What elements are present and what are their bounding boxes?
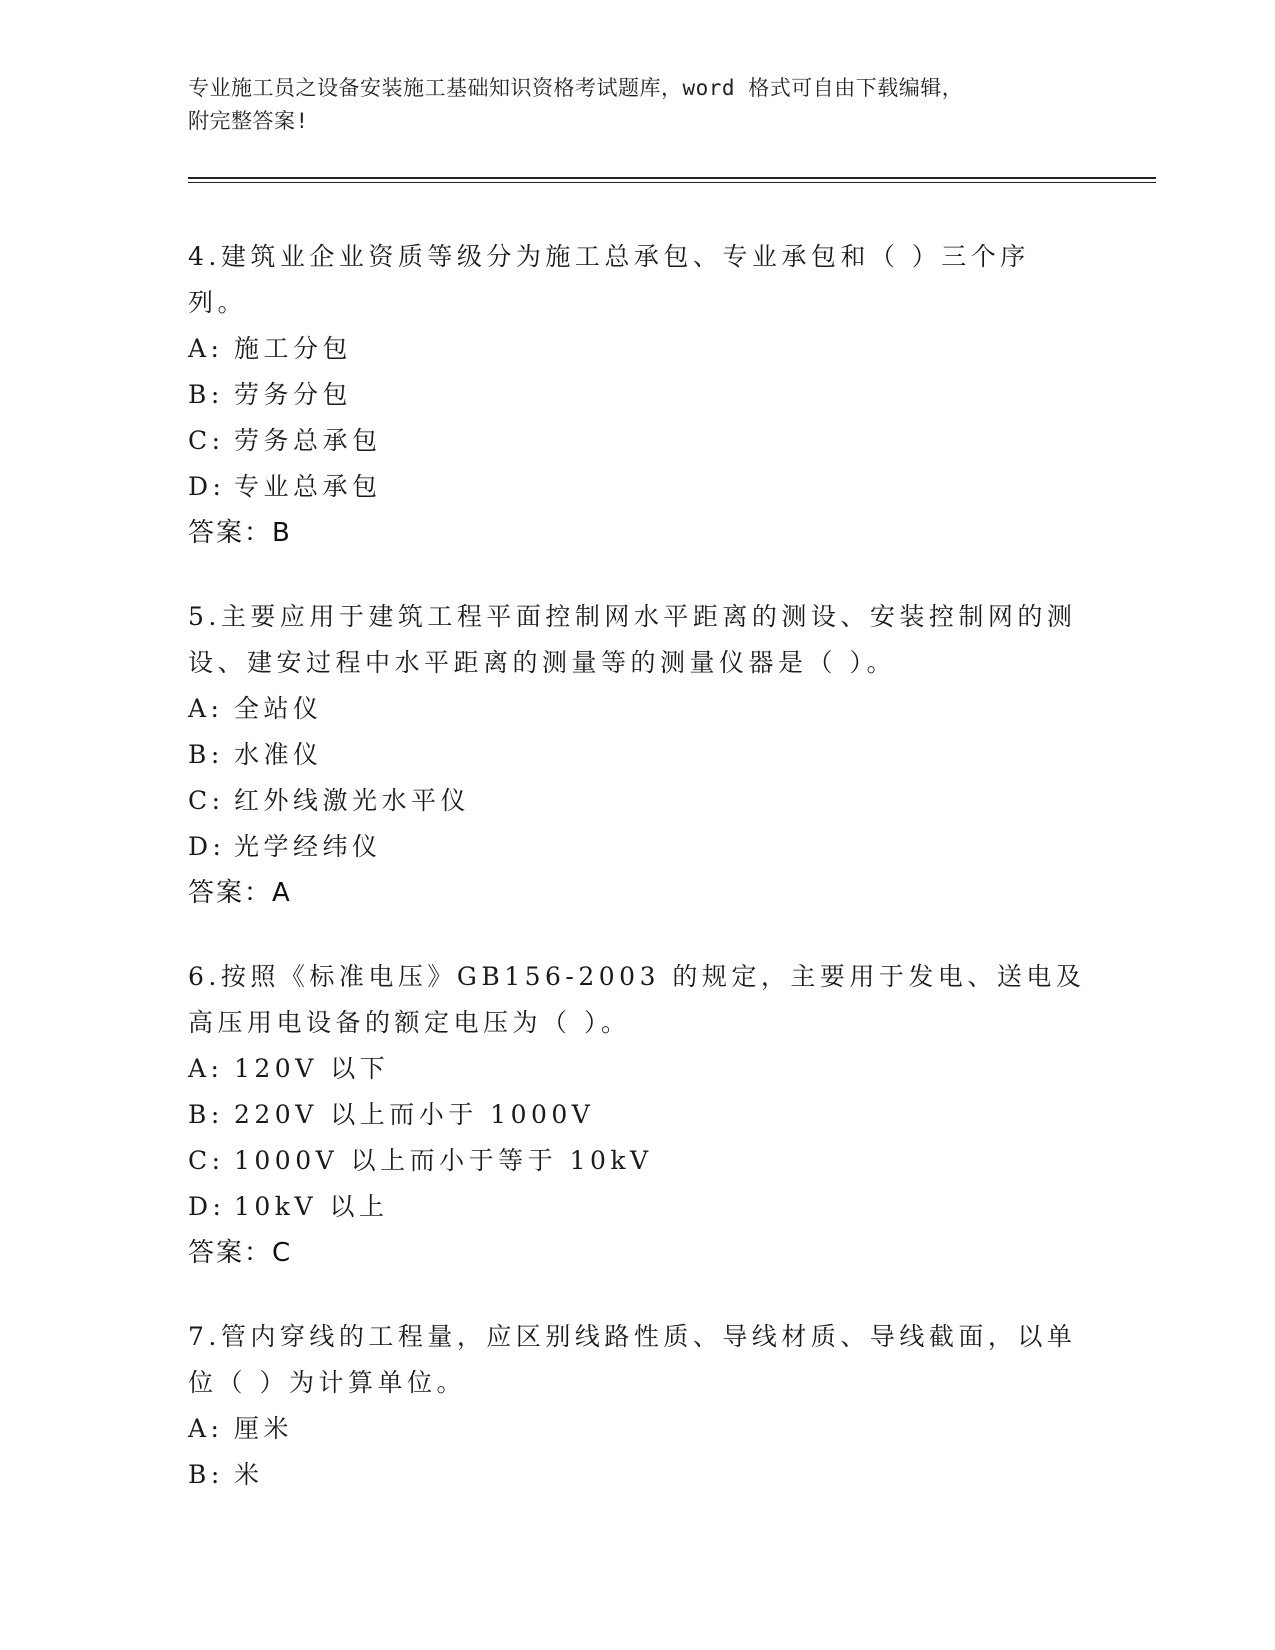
option-key: C: <box>188 426 225 455</box>
option-text: 全站仪 <box>234 694 323 723</box>
question-4 <box>188 234 1088 556</box>
option-key: A: <box>188 1054 224 1083</box>
option-key: D: <box>188 472 226 501</box>
option-text: 米 <box>234 1460 264 1489</box>
option-c <box>188 418 1088 464</box>
option-a <box>188 686 1088 732</box>
option-d <box>188 824 1088 870</box>
option-b <box>188 1092 1088 1138</box>
option-key: A: <box>188 334 224 363</box>
option-text: 红外线激光水平仪 <box>234 786 471 815</box>
option-text: 水准仪 <box>234 740 323 769</box>
option-text: 专业总承包 <box>234 472 382 501</box>
question-list <box>188 234 1088 1536</box>
option-key: D: <box>188 1192 226 1221</box>
question-stem: 7.管内穿线的工程量，应区别线路性质、导线材质、导线截面，以单位（ ）为计算单位。 <box>188 1322 1077 1397</box>
option-key: B: <box>188 1460 224 1489</box>
question-6 <box>188 954 1088 1276</box>
question-stem: 6.按照《标准电压》GB156-2003 的规定，主要用于发电、送电及高压用电设备的额定电压为（ ）。 <box>188 962 1086 1037</box>
option-b <box>188 732 1088 778</box>
question-7 <box>188 1314 1088 1498</box>
option-text: 光学经纬仪 <box>234 832 382 861</box>
option-c <box>188 1138 1088 1184</box>
option-text: 劳务总承包 <box>234 426 382 455</box>
option-a <box>188 1046 1088 1092</box>
option-d <box>188 1184 1088 1230</box>
option-key: C: <box>188 786 225 815</box>
option-key: B: <box>188 1100 224 1129</box>
option-text: 劳务分包 <box>234 380 353 409</box>
option-text: 1000V 以上而小于等于 10kV <box>234 1146 653 1175</box>
option-key: B: <box>188 380 224 409</box>
answer-line: 答案：C <box>188 1238 293 1268</box>
option-a <box>188 326 1088 372</box>
header-line-1: 专业施工员之设备安装施工基础知识资格考试题库，word 格式可自由下载编辑， <box>188 76 964 100</box>
option-key: B: <box>188 740 224 769</box>
option-text: 厘米 <box>234 1414 294 1443</box>
option-key: C: <box>188 1146 225 1175</box>
answer-line: 答案：B <box>188 518 292 548</box>
option-b <box>188 1452 1088 1498</box>
option-key: A: <box>188 694 224 723</box>
question-stem: 5.主要应用于建筑工程平面控制网水平距离的测设、安装控制网的测设、建安过程中水平距离的测量等的测量仪器是（ ）。 <box>188 602 1077 677</box>
option-text: 10kV 以上 <box>234 1192 389 1221</box>
option-b <box>188 372 1088 418</box>
option-key: A: <box>188 1414 224 1443</box>
option-key: D: <box>188 832 226 861</box>
question-5 <box>188 594 1088 916</box>
option-text: 220V 以上而小于 1000V <box>234 1100 595 1129</box>
option-a <box>188 1406 1088 1452</box>
header-line-2: 附完整答案! <box>188 109 309 133</box>
question-stem: 4.建筑业企业资质等级分为施工总承包、专业承包和（ ）三个序列。 <box>188 242 1030 317</box>
answer-line: 答案：A <box>188 878 292 908</box>
option-c <box>188 778 1088 824</box>
document-header <box>188 72 1068 138</box>
header-divider-thick <box>188 177 1156 179</box>
option-text: 120V 以下 <box>234 1054 390 1083</box>
option-d <box>188 464 1088 510</box>
header-divider-thin <box>188 182 1156 183</box>
option-text: 施工分包 <box>234 334 353 363</box>
